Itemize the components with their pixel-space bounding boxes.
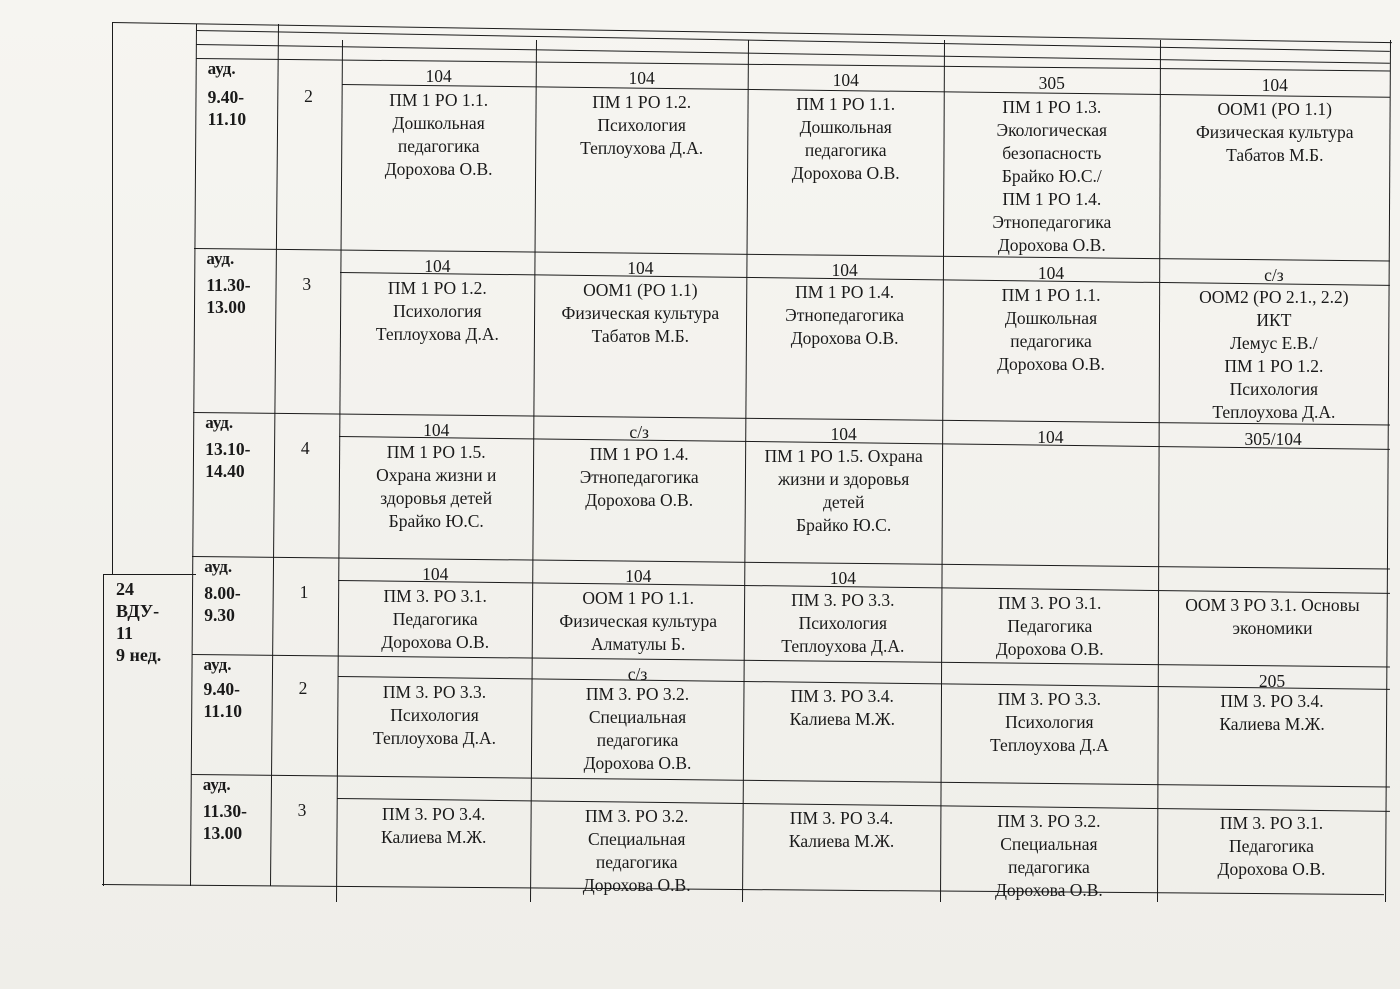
pair-number: 4 [300, 438, 310, 458]
column-rule [190, 24, 197, 886]
room-number: 305 [1038, 72, 1065, 93]
room-number: с/з [629, 422, 649, 443]
room-number: с/з [1264, 264, 1284, 285]
lesson-cell: ООМ1 (РО 1.1) Физическая культура Табатов М.Б. [1195, 98, 1354, 165]
lesson-cell: ООМ2 (РО 2.1., 2.2) ИКТ Лемус Е.В./ ПМ 1 РО 1.2. Психология Теплоухова Д.А. [1199, 286, 1349, 422]
aud-label: ауд. [203, 655, 232, 674]
lesson-cell: ПМ 1 РО 1.3. Экологическая безопасность Брайко Ю.С./ ПМ 1 РО 1.4. Этнопедагогика Дорохова О.В. [992, 96, 1112, 255]
lesson-cell: ПМ 3. РО 3.1. Педагогика Дорохова О.В. [1217, 812, 1326, 879]
aud-label: ауд. [206, 249, 235, 268]
room-number: 104 [1037, 426, 1064, 447]
aud-top-rule [191, 774, 1390, 788]
time-slot: 13.10- 14.40 [205, 439, 251, 481]
lesson-cell: ПМ 3. РО 3.4. Калиева М.Ж. [788, 808, 895, 852]
pair-number: 2 [298, 678, 308, 698]
lesson-cell: ПМ 1 РО 1.2. Психология Теплоухова Д.А. [580, 92, 704, 159]
lesson-cell: ПМ 1 РО 1.1. Дошкольная педагогика Дорохова О.В. [791, 94, 900, 184]
column-rule [1385, 40, 1391, 902]
lesson-cell: ПМ 3. РО 3.1. Педагогика Дорохова О.В. [381, 586, 490, 652]
lesson-cell: ПМ 3. РО 3.2. Специальная педагогика Дорохова О.В. [582, 806, 691, 896]
group-divider [104, 574, 196, 575]
pair-number: 3 [297, 800, 307, 820]
lesson-cell: ПМ 1 РО 1.1. Дошкольная педагогика Дорохова О.В. [997, 284, 1105, 374]
lesson-cell: ООМ1 (РО 1.1) Физическая культура Табатов М.Б. [561, 280, 720, 347]
lesson-cell: ПМ 1 РО 1.5. Охрана жизни и здоровья детей Брайко Ю.С. [376, 442, 497, 531]
pair-number: 1 [299, 582, 309, 602]
room-number: 104 [423, 420, 450, 440]
pair-number: 3 [302, 274, 312, 294]
aud-label: ауд. [204, 557, 233, 576]
room-number: 104 [627, 258, 654, 279]
room-number: 104 [628, 68, 655, 89]
column-rule [270, 24, 279, 886]
time-slot: 11.30- 13.00 [202, 801, 247, 843]
room-number: 104 [829, 568, 856, 589]
room-number: 104 [830, 424, 857, 445]
lesson-cell: ПМ 3. РО 3.2. Специальная педагогика Дорохова О.В. [994, 810, 1103, 900]
lesson-cell: ПМ 3. РО 3.4. Калиева М.Ж. [381, 804, 487, 847]
lesson-cell: ПМ 3. РО 3.4. Калиева М.Ж. [789, 686, 895, 730]
lesson-cell: ПМ 3. РО 3.3. Психология Теплоухова Д.А. [781, 590, 905, 657]
aud-label: ауд. [202, 775, 231, 794]
room-number: 104 [422, 564, 449, 584]
aud-label: ауд. [205, 413, 234, 432]
lesson-cell: ПМ 3. РО 3.3. Психология Теплоухова Д.А. [373, 682, 497, 748]
pair-number: 2 [304, 86, 313, 106]
room-number: 104 [1261, 74, 1288, 95]
time-slot: 9.40- 11.10 [207, 87, 247, 129]
room-number: 104 [1037, 262, 1065, 283]
room-number: 104 [625, 566, 652, 587]
lesson-cell: ПМ 3. РО 3.4. Калиева М.Ж. [1219, 690, 1325, 734]
lesson-cell: ПМ 1 РО 1.2. Психология Теплоухова Д.А. [375, 278, 499, 344]
lesson-cell: ПМ 3. РО 3.1. Педагогика Дорохова О.В. [995, 592, 1104, 659]
room-number: 104 [832, 70, 859, 91]
group-label: 24 ВДУ- 11 9 нед. [116, 579, 162, 665]
left-border [112, 22, 113, 574]
lesson-cell: ПМ 1 РО 1.4. Этнопедагогика Дорохова О.В. [785, 282, 905, 349]
left-border-low [103, 574, 104, 886]
room-number: с/з [627, 664, 648, 685]
room-number: 205 [1258, 670, 1286, 691]
room-number: 104 [831, 260, 858, 281]
time-slot: 11.30- 13.00 [206, 275, 251, 317]
time-slot: 9.40- 11.10 [203, 679, 242, 721]
room-number: 305/104 [1244, 428, 1302, 449]
aud-label: ауд. [207, 59, 236, 78]
room-number: 104 [424, 256, 451, 276]
lesson-cell: ПМ 3. РО 3.2. Специальная педагогика Дорохова О.В. [583, 684, 692, 774]
time-slot: 8.00- 9.30 [204, 583, 241, 625]
lesson-cell: ПМ 1 РО 1.5. Охрана жизни и здоровья детей Брайко Ю.С. [764, 446, 923, 536]
lesson-cell: ПМ 3. РО 3.3. Психология Теплоухова Д.А [990, 688, 1109, 755]
lesson-cell: ООМ 3 РО 3.1. Основы экономики [1185, 594, 1360, 638]
lesson-cell: ПМ 1 РО 1.4. Этнопедагогика Дорохова О.В. [579, 444, 699, 511]
lesson-cell: ПМ 1 РО 1.1. Дошкольная педагогика Дорохова О.В. [384, 90, 493, 179]
lesson-cell: ООМ 1 РО 1.1. Физическая культура Алматулы Б. [559, 588, 718, 655]
room-number: 104 [425, 66, 452, 86]
